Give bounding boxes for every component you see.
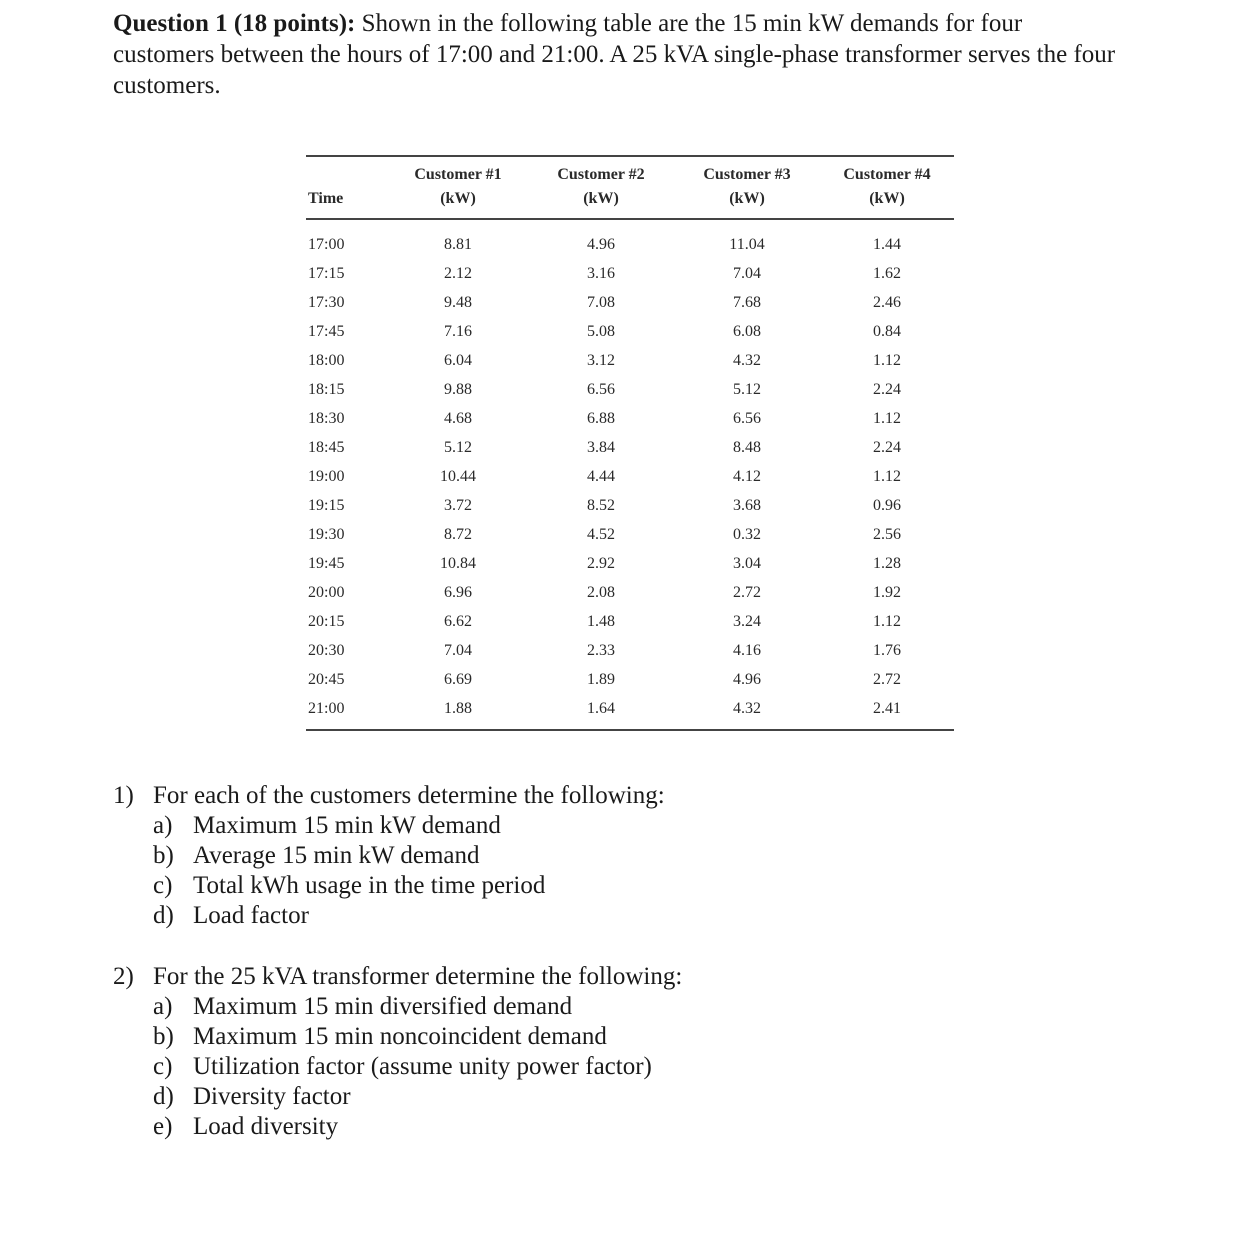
demand-cell: 5.12	[733, 380, 761, 398]
demand-cell: 5.08	[587, 322, 615, 340]
header-line-2: (kW)	[869, 190, 905, 207]
demand-cell: 2.24	[873, 438, 901, 456]
header-line-1: Customer #2	[557, 166, 645, 183]
demand-cell: 10.44	[440, 467, 476, 485]
demand-cell: 5.12	[444, 438, 472, 456]
item-text: Total kWh usage in the time period	[193, 872, 546, 899]
header-line-1: Customer #1	[414, 166, 502, 183]
demand-table	[306, 155, 954, 731]
demand-cell: 6.62	[444, 612, 472, 630]
time-cell: 20:15	[308, 612, 345, 630]
demand-cell: 8.48	[733, 438, 761, 456]
demand-cell: 4.32	[733, 699, 761, 717]
demand-cell: 8.52	[587, 496, 615, 514]
part-1-prompt	[113, 781, 665, 811]
demand-cell: 7.68	[733, 293, 761, 311]
demand-cell: 7.16	[444, 322, 472, 340]
table-row	[306, 694, 954, 730]
part-1-item	[113, 871, 665, 901]
demand-cell: 6.88	[587, 409, 615, 427]
item-text: Utilization factor (assume unity power factor)	[193, 1053, 652, 1080]
header-line-2: Time	[308, 190, 344, 207]
demand-cell: 4.96	[587, 235, 615, 253]
part-1-section	[113, 781, 665, 931]
time-cell: 17:15	[308, 264, 345, 282]
demand-cell: 1.62	[873, 264, 901, 282]
item-text: Load factor	[193, 902, 309, 929]
part-2-number: 2)	[113, 963, 134, 990]
table-header-row	[306, 156, 954, 219]
demand-cell: 3.24	[733, 612, 761, 630]
demand-cell: 2.08	[587, 583, 615, 601]
table-row	[306, 288, 954, 317]
time-cell: 19:30	[308, 525, 345, 543]
table-body	[306, 219, 954, 730]
table-row	[306, 219, 954, 259]
demand-cell: 6.56	[733, 409, 761, 427]
item-letter: d)	[153, 1083, 174, 1110]
time-cell: 18:30	[308, 409, 345, 427]
question-heading: Question 1 (18 points):	[113, 10, 356, 37]
demand-cell: 4.32	[733, 351, 761, 369]
time-cell: 18:00	[308, 351, 345, 369]
table-row	[306, 549, 954, 578]
demand-cell: 1.28	[873, 554, 901, 572]
time-cell: 19:00	[308, 467, 345, 485]
demand-cell: 3.12	[587, 351, 615, 369]
part-2-item	[113, 1082, 682, 1112]
item-letter: b)	[153, 842, 174, 869]
column-header-customer-2	[528, 156, 674, 219]
item-text: Load diversity	[193, 1113, 339, 1140]
part-2-text: For the 25 kVA transformer determine the following:	[153, 963, 683, 990]
table-row	[306, 578, 954, 607]
demand-cell: 2.92	[587, 554, 615, 572]
demand-cell: 3.72	[444, 496, 472, 514]
time-cell: 19:45	[308, 554, 345, 572]
table-row	[306, 404, 954, 433]
demand-cell: 8.81	[444, 235, 472, 253]
demand-cell: 2.24	[873, 380, 901, 398]
demand-cell: 1.12	[873, 467, 901, 485]
demand-cell: 0.84	[873, 322, 901, 340]
column-header-customer-4	[820, 156, 954, 219]
demand-cell: 3.04	[733, 554, 761, 572]
time-cell: 20:00	[308, 583, 345, 601]
table-row	[306, 375, 954, 404]
demand-cell: 1.88	[444, 699, 472, 717]
demand-cell: 9.48	[444, 293, 472, 311]
table-row	[306, 259, 954, 288]
demand-cell: 2.72	[733, 583, 761, 601]
demand-cell: 1.64	[587, 699, 615, 717]
demand-cell: 1.12	[873, 409, 901, 427]
demand-cell: 4.68	[444, 409, 472, 427]
demand-cell: 11.04	[729, 235, 765, 253]
demand-cell: 4.12	[733, 467, 761, 485]
part-1-item	[113, 811, 665, 841]
demand-cell: 10.84	[440, 554, 476, 572]
demand-cell: 0.96	[873, 496, 901, 514]
table-row	[306, 433, 954, 462]
item-letter: a)	[153, 993, 173, 1020]
demand-cell: 6.04	[444, 351, 472, 369]
part-2-prompt	[113, 962, 682, 992]
item-letter: b)	[153, 1023, 174, 1050]
demand-cell: 2.72	[873, 670, 901, 688]
time-cell: 19:15	[308, 496, 345, 514]
time-cell: 21:00	[308, 699, 345, 717]
part-2-item	[113, 1022, 682, 1052]
table-row	[306, 317, 954, 346]
demand-cell: 2.56	[873, 525, 901, 543]
demand-cell: 1.12	[873, 612, 901, 630]
demand-cell: 6.08	[733, 322, 761, 340]
table-row	[306, 607, 954, 636]
item-text: Maximum 15 min kW demand	[193, 812, 501, 839]
item-letter: c)	[153, 1053, 173, 1080]
demand-cell: 8.72	[444, 525, 472, 543]
demand-cell: 7.08	[587, 293, 615, 311]
demand-cell: 4.44	[587, 467, 615, 485]
demand-cell: 1.48	[587, 612, 615, 630]
part-2-item	[113, 1052, 682, 1082]
header-line-1: Customer #3	[703, 166, 791, 183]
demand-cell: 7.04	[444, 641, 472, 659]
demand-cell: 2.33	[587, 641, 615, 659]
demand-cell: 2.46	[873, 293, 901, 311]
table-row	[306, 520, 954, 549]
demand-cell: 1.89	[587, 670, 615, 688]
question-intro	[113, 8, 1123, 101]
part-2-section	[113, 962, 682, 1142]
demand-cell: 2.41	[873, 699, 901, 717]
demand-cell: 2.12	[444, 264, 472, 282]
demand-cell: 7.04	[733, 264, 761, 282]
header-line-2: (kW)	[583, 190, 619, 207]
part-1-text: For each of the customers determine the following:	[153, 782, 665, 809]
item-text: Average 15 min kW demand	[193, 842, 480, 869]
demand-cell: 4.96	[733, 670, 761, 688]
column-header-customer-3	[674, 156, 820, 219]
table-row	[306, 665, 954, 694]
header-line-1: Customer #4	[843, 166, 931, 183]
item-letter: d)	[153, 902, 174, 929]
time-cell: 20:30	[308, 641, 345, 659]
time-cell: 18:45	[308, 438, 345, 456]
demand-cell: 4.52	[587, 525, 615, 543]
part-1-item	[113, 901, 665, 931]
demand-cell: 9.88	[444, 380, 472, 398]
time-cell: 17:45	[308, 322, 345, 340]
demand-cell: 1.76	[873, 641, 901, 659]
demand-cell: 3.84	[587, 438, 615, 456]
item-letter: a)	[153, 812, 173, 839]
column-header-customer-1	[388, 156, 528, 219]
part-2-item	[113, 992, 682, 1022]
part-1-item	[113, 841, 665, 871]
demand-cell: 1.44	[873, 235, 901, 253]
item-letter: c)	[153, 872, 173, 899]
demand-cell: 1.12	[873, 351, 901, 369]
time-cell: 17:00	[308, 235, 345, 253]
time-cell: 20:45	[308, 670, 345, 688]
item-text: Maximum 15 min diversified demand	[193, 993, 573, 1020]
table-row	[306, 491, 954, 520]
demand-cell: 3.16	[587, 264, 615, 282]
header-line-2: (kW)	[440, 190, 476, 207]
item-text: Diversity factor	[193, 1083, 351, 1110]
time-cell: 18:15	[308, 380, 345, 398]
demand-cell: 0.32	[733, 525, 761, 543]
column-header-time	[306, 156, 388, 219]
table-row	[306, 636, 954, 665]
table-row	[306, 462, 954, 491]
demand-cell: 6.56	[587, 380, 615, 398]
question-text: Shown in the following table are the 15 min kW demands for four customers between the hours of 17:00 and 21:00. A 25 kVA single-phase transformer serves the four customers.	[113, 10, 1116, 99]
demand-cell: 4.16	[733, 641, 761, 659]
time-cell: 17:30	[308, 293, 345, 311]
demand-cell: 3.68	[733, 496, 761, 514]
demand-cell: 1.92	[873, 583, 901, 601]
demand-cell: 6.96	[444, 583, 472, 601]
header-line-2: (kW)	[729, 190, 765, 207]
part-1-number: 1)	[113, 782, 134, 809]
demand-cell: 6.69	[444, 670, 472, 688]
item-letter: e)	[153, 1113, 173, 1140]
item-text: Maximum 15 min noncoincident demand	[193, 1023, 607, 1050]
part-2-item	[113, 1112, 682, 1142]
table-row	[306, 346, 954, 375]
